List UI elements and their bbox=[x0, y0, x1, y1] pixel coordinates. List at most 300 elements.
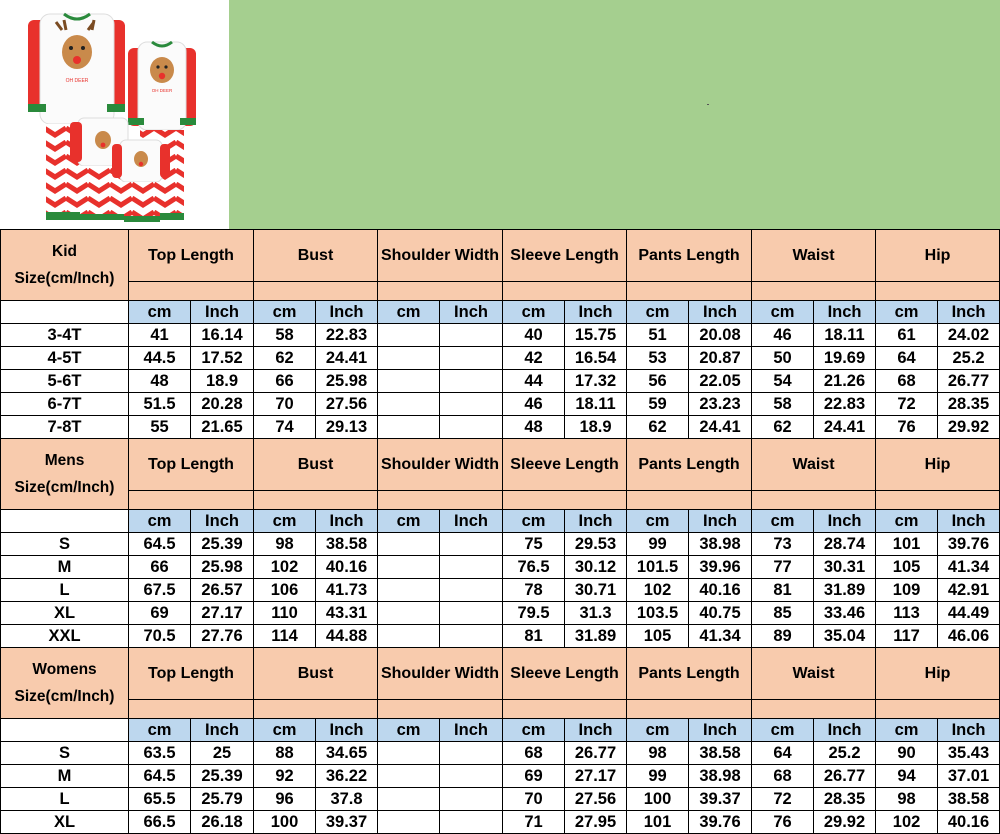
measurement-cell bbox=[440, 742, 503, 765]
size-label: XXL bbox=[1, 625, 129, 648]
column-header: Shoulder Width bbox=[378, 439, 503, 491]
column-header: Pants Length bbox=[627, 439, 752, 491]
measurement-cell: 77 bbox=[752, 556, 814, 579]
measurement-cell: 39.37 bbox=[689, 788, 752, 811]
measurement-cell: 98 bbox=[627, 742, 689, 765]
column-header: Top Length bbox=[129, 230, 254, 282]
table-row bbox=[1, 765, 1000, 788]
unit-cm: cm bbox=[129, 510, 191, 533]
measurement-cell: 68 bbox=[752, 765, 814, 788]
measurement-cell: 38.98 bbox=[689, 765, 752, 788]
column-header: Waist bbox=[752, 230, 876, 282]
table-row bbox=[1, 579, 1000, 602]
measurement-cell: 41.34 bbox=[689, 625, 752, 648]
unit-inch: Inch bbox=[814, 510, 876, 533]
unit-row-label bbox=[1, 719, 129, 742]
measurement-cell: 114 bbox=[254, 625, 316, 648]
measurement-cell: 68 bbox=[503, 742, 565, 765]
unit-cm: cm bbox=[752, 510, 814, 533]
measurement-cell: 25.39 bbox=[191, 765, 254, 788]
measurement-cell: 31.89 bbox=[565, 625, 627, 648]
measurement-cell: 26.77 bbox=[938, 370, 1000, 393]
unit-row-label bbox=[1, 301, 129, 324]
table-row bbox=[1, 533, 1000, 556]
table-row bbox=[1, 370, 1000, 393]
measurement-cell: 22.83 bbox=[316, 324, 378, 347]
measurement-cell: 25.98 bbox=[191, 556, 254, 579]
spacer-cell bbox=[627, 700, 752, 719]
measurement-cell: 85 bbox=[752, 602, 814, 625]
measurement-cell bbox=[440, 347, 503, 370]
measurement-cell: 48 bbox=[503, 416, 565, 439]
measurement-cell: 58 bbox=[752, 393, 814, 416]
measurement-cell: 44.49 bbox=[938, 602, 1000, 625]
column-header: Waist bbox=[752, 648, 876, 700]
table-row bbox=[1, 393, 1000, 416]
unit-cm: cm bbox=[627, 719, 689, 742]
unit-inch: Inch bbox=[814, 719, 876, 742]
spacer-cell bbox=[876, 491, 1000, 510]
table-row bbox=[1, 602, 1000, 625]
spacer-cell bbox=[129, 491, 254, 510]
measurement-cell: 101 bbox=[876, 533, 938, 556]
measurement-cell: 29.53 bbox=[565, 533, 627, 556]
measurement-cell: 69 bbox=[129, 602, 191, 625]
measurement-cell: 41 bbox=[129, 324, 191, 347]
measurement-cell: 39.37 bbox=[316, 811, 378, 834]
measurement-cell: 43.31 bbox=[316, 602, 378, 625]
measurement-cell bbox=[378, 416, 440, 439]
measurement-cell: 105 bbox=[876, 556, 938, 579]
measurement-cell bbox=[378, 602, 440, 625]
measurement-cell: 39.76 bbox=[689, 811, 752, 834]
measurement-cell: 110 bbox=[254, 602, 316, 625]
unit-row bbox=[1, 301, 1000, 324]
measurement-cell: 72 bbox=[752, 788, 814, 811]
measurement-cell: 29.13 bbox=[316, 416, 378, 439]
measurement-cell: 99 bbox=[627, 765, 689, 788]
measurement-cell: 65.5 bbox=[129, 788, 191, 811]
measurement-cell: 100 bbox=[254, 811, 316, 834]
unit-cm: cm bbox=[254, 301, 316, 324]
measurement-cell: 40.16 bbox=[938, 811, 1000, 834]
measurement-cell: 39.96 bbox=[689, 556, 752, 579]
unit-cm: cm bbox=[254, 510, 316, 533]
measurement-cell: 66 bbox=[254, 370, 316, 393]
size-label: 5-6T bbox=[1, 370, 129, 393]
measurement-cell: 33.46 bbox=[814, 602, 876, 625]
measurement-cell bbox=[440, 533, 503, 556]
measurement-cell: 25.98 bbox=[316, 370, 378, 393]
measurement-cell: 100 bbox=[627, 788, 689, 811]
unit-inch: Inch bbox=[440, 719, 503, 742]
measurement-cell bbox=[440, 765, 503, 788]
measurement-cell: 42 bbox=[503, 347, 565, 370]
table-row bbox=[1, 416, 1000, 439]
measurement-cell bbox=[378, 765, 440, 788]
measurement-cell: 22.83 bbox=[814, 393, 876, 416]
unit-inch: Inch bbox=[316, 719, 378, 742]
unit-cm: cm bbox=[254, 719, 316, 742]
spacer-cell bbox=[129, 282, 254, 301]
measurement-cell: 103.5 bbox=[627, 602, 689, 625]
column-header: Sleeve Length bbox=[503, 230, 627, 282]
spacer-cell bbox=[378, 282, 503, 301]
measurement-cell bbox=[440, 625, 503, 648]
measurement-cell: 88 bbox=[254, 742, 316, 765]
measurement-cell: 27.56 bbox=[316, 393, 378, 416]
unit-inch: Inch bbox=[689, 510, 752, 533]
measurement-cell: 94 bbox=[876, 765, 938, 788]
measurement-cell: 15.75 bbox=[565, 324, 627, 347]
size-label: S bbox=[1, 533, 129, 556]
measurement-cell: 16.54 bbox=[565, 347, 627, 370]
table-row bbox=[1, 347, 1000, 370]
unit-row-label bbox=[1, 510, 129, 533]
measurement-cell: 62 bbox=[752, 416, 814, 439]
unit-inch: Inch bbox=[191, 301, 254, 324]
column-header: Hip bbox=[876, 439, 1000, 491]
section-header-row bbox=[1, 230, 1000, 282]
measurement-cell: 24.41 bbox=[814, 416, 876, 439]
table-row bbox=[1, 324, 1000, 347]
measurement-cell: 21.26 bbox=[814, 370, 876, 393]
unit-inch: Inch bbox=[689, 719, 752, 742]
measurement-cell: 73 bbox=[752, 533, 814, 556]
measurement-cell: 44.5 bbox=[129, 347, 191, 370]
column-header: Sleeve Length bbox=[503, 439, 627, 491]
measurement-cell: 98 bbox=[876, 788, 938, 811]
spacer-cell bbox=[876, 282, 1000, 301]
measurement-cell: 64 bbox=[752, 742, 814, 765]
size-label: XL bbox=[1, 811, 129, 834]
unit-cm: cm bbox=[752, 719, 814, 742]
table-row bbox=[1, 556, 1000, 579]
measurement-cell: 28.35 bbox=[938, 393, 1000, 416]
table-row bbox=[1, 742, 1000, 765]
measurement-cell: 34.65 bbox=[316, 742, 378, 765]
measurement-cell: 30.71 bbox=[565, 579, 627, 602]
unit-cm: cm bbox=[378, 510, 440, 533]
measurement-cell: 18.11 bbox=[814, 324, 876, 347]
unit-inch: Inch bbox=[440, 301, 503, 324]
table-row bbox=[1, 625, 1000, 648]
measurement-cell: 76.5 bbox=[503, 556, 565, 579]
table-row bbox=[1, 788, 1000, 811]
column-header: Waist bbox=[752, 439, 876, 491]
measurement-cell: 26.18 bbox=[191, 811, 254, 834]
measurement-cell: 29.92 bbox=[814, 811, 876, 834]
spacer-cell bbox=[254, 491, 378, 510]
unit-inch: Inch bbox=[316, 510, 378, 533]
measurement-cell: 35.04 bbox=[814, 625, 876, 648]
column-header: Bust bbox=[254, 230, 378, 282]
spacer-cell bbox=[503, 282, 627, 301]
measurement-cell bbox=[378, 393, 440, 416]
measurement-cell: 46 bbox=[503, 393, 565, 416]
size-label: XL bbox=[1, 602, 129, 625]
measurement-cell: 58 bbox=[254, 324, 316, 347]
unit-cm: cm bbox=[876, 510, 938, 533]
spacer-cell bbox=[503, 491, 627, 510]
spacer-row bbox=[1, 491, 1000, 510]
unit-cm: cm bbox=[627, 510, 689, 533]
column-header: Pants Length bbox=[627, 230, 752, 282]
measurement-cell: 59 bbox=[627, 393, 689, 416]
measurement-cell: 61 bbox=[876, 324, 938, 347]
spacer-cell bbox=[752, 491, 876, 510]
measurement-cell: 27.95 bbox=[565, 811, 627, 834]
spacer-cell bbox=[627, 491, 752, 510]
measurement-cell: 48 bbox=[129, 370, 191, 393]
measurement-cell: 37.8 bbox=[316, 788, 378, 811]
measurement-cell: 98 bbox=[254, 533, 316, 556]
measurement-cell bbox=[440, 811, 503, 834]
measurement-cell: 35.43 bbox=[938, 742, 1000, 765]
measurement-cell: 25.2 bbox=[814, 742, 876, 765]
unit-inch: Inch bbox=[316, 301, 378, 324]
measurement-cell: 17.32 bbox=[565, 370, 627, 393]
measurement-cell: 20.28 bbox=[191, 393, 254, 416]
measurement-cell: 21.65 bbox=[191, 416, 254, 439]
spacer-cell bbox=[378, 700, 503, 719]
measurement-cell: 40.16 bbox=[689, 579, 752, 602]
size-label: 7-8T bbox=[1, 416, 129, 439]
spacer-cell bbox=[129, 700, 254, 719]
measurement-cell: 40.16 bbox=[316, 556, 378, 579]
column-header: Bust bbox=[254, 439, 378, 491]
measurement-cell bbox=[440, 416, 503, 439]
size-label: L bbox=[1, 579, 129, 602]
measurement-cell: 27.17 bbox=[565, 765, 627, 788]
unit-inch: Inch bbox=[938, 301, 1000, 324]
column-header: Hip bbox=[876, 648, 1000, 700]
column-header: Pants Length bbox=[627, 648, 752, 700]
measurement-cell: 27.56 bbox=[565, 788, 627, 811]
measurement-cell: 55 bbox=[129, 416, 191, 439]
product-photo bbox=[0, 0, 229, 229]
measurement-cell: 18.11 bbox=[565, 393, 627, 416]
measurement-cell: 29.92 bbox=[938, 416, 1000, 439]
measurement-cell: 46.06 bbox=[938, 625, 1000, 648]
measurement-cell: 109 bbox=[876, 579, 938, 602]
measurement-cell: 102 bbox=[254, 556, 316, 579]
measurement-cell: 81 bbox=[752, 579, 814, 602]
measurement-cell: 24.02 bbox=[938, 324, 1000, 347]
unit-inch: Inch bbox=[565, 510, 627, 533]
spacer-cell bbox=[378, 491, 503, 510]
measurement-cell: 92 bbox=[254, 765, 316, 788]
measurement-cell: 63.5 bbox=[129, 742, 191, 765]
size-label: 4-5T bbox=[1, 347, 129, 370]
measurement-cell: 102 bbox=[627, 579, 689, 602]
unit-inch: Inch bbox=[938, 510, 1000, 533]
column-header: Hip bbox=[876, 230, 1000, 282]
measurement-cell: 51 bbox=[627, 324, 689, 347]
size-label: M bbox=[1, 765, 129, 788]
measurement-cell: 24.41 bbox=[689, 416, 752, 439]
unit-cm: cm bbox=[503, 719, 565, 742]
unit-inch: Inch bbox=[440, 510, 503, 533]
measurement-cell: 62 bbox=[254, 347, 316, 370]
measurement-cell bbox=[378, 811, 440, 834]
measurement-cell: 117 bbox=[876, 625, 938, 648]
measurement-cell: 44.88 bbox=[316, 625, 378, 648]
measurement-cell: 27.17 bbox=[191, 602, 254, 625]
section-header-row bbox=[1, 648, 1000, 700]
measurement-cell: 66.5 bbox=[129, 811, 191, 834]
unit-cm: cm bbox=[129, 719, 191, 742]
spacer-cell bbox=[254, 700, 378, 719]
measurement-cell: 19.69 bbox=[814, 347, 876, 370]
measurement-cell: 38.58 bbox=[316, 533, 378, 556]
measurement-cell: 39.76 bbox=[938, 533, 1000, 556]
measurement-cell bbox=[378, 370, 440, 393]
measurement-cell: 20.87 bbox=[689, 347, 752, 370]
spacer-cell bbox=[254, 282, 378, 301]
measurement-cell: 101 bbox=[627, 811, 689, 834]
measurement-cell: 25 bbox=[191, 742, 254, 765]
measurement-cell: 26.77 bbox=[814, 765, 876, 788]
measurement-cell: 24.41 bbox=[316, 347, 378, 370]
measurement-cell bbox=[440, 788, 503, 811]
measurement-cell: 99 bbox=[627, 533, 689, 556]
column-header: Sleeve Length bbox=[503, 648, 627, 700]
unit-inch: Inch bbox=[191, 510, 254, 533]
measurement-cell: 68 bbox=[876, 370, 938, 393]
measurement-cell: 22.05 bbox=[689, 370, 752, 393]
measurement-cell: 76 bbox=[752, 811, 814, 834]
measurement-cell: 25.2 bbox=[938, 347, 1000, 370]
shirt-text-small: OH DEER bbox=[151, 88, 173, 93]
measurement-cell: 18.9 bbox=[565, 416, 627, 439]
measurement-cell: 42.91 bbox=[938, 579, 1000, 602]
measurement-cell: 20.08 bbox=[689, 324, 752, 347]
measurement-cell: 75 bbox=[503, 533, 565, 556]
column-header: Shoulder Width bbox=[378, 648, 503, 700]
spacer-cell bbox=[503, 700, 627, 719]
spacer-cell bbox=[876, 700, 1000, 719]
column-header: Top Length bbox=[129, 439, 254, 491]
unit-cm: cm bbox=[876, 719, 938, 742]
column-header: Shoulder Width bbox=[378, 230, 503, 282]
unit-cm: cm bbox=[378, 301, 440, 324]
measurement-cell: 70 bbox=[503, 788, 565, 811]
measurement-cell: 41.34 bbox=[938, 556, 1000, 579]
section-header-row bbox=[1, 439, 1000, 491]
measurement-cell bbox=[440, 602, 503, 625]
unit-inch: Inch bbox=[565, 719, 627, 742]
section-title: Mens Size(cm/Inch) bbox=[1, 439, 129, 510]
measurement-cell bbox=[378, 579, 440, 602]
measurement-cell: 25.79 bbox=[191, 788, 254, 811]
measurement-cell: 16.14 bbox=[191, 324, 254, 347]
measurement-cell: 40 bbox=[503, 324, 565, 347]
unit-cm: cm bbox=[876, 301, 938, 324]
measurement-cell: 18.9 bbox=[191, 370, 254, 393]
unit-cm: cm bbox=[129, 301, 191, 324]
unit-cm: cm bbox=[627, 301, 689, 324]
family-pajamas-illustration bbox=[0, 0, 229, 229]
measurement-cell: 81 bbox=[503, 625, 565, 648]
measurement-cell: 56 bbox=[627, 370, 689, 393]
measurement-cell: 90 bbox=[876, 742, 938, 765]
measurement-cell: 27.76 bbox=[191, 625, 254, 648]
column-header: Top Length bbox=[129, 648, 254, 700]
unit-inch: Inch bbox=[191, 719, 254, 742]
unit-cm: cm bbox=[503, 301, 565, 324]
measurement-cell: 37.01 bbox=[938, 765, 1000, 788]
table-row bbox=[1, 811, 1000, 834]
measurement-cell bbox=[378, 742, 440, 765]
measurement-cell: 71 bbox=[503, 811, 565, 834]
measurement-cell: 69 bbox=[503, 765, 565, 788]
measurement-cell: 51.5 bbox=[129, 393, 191, 416]
column-header: Bust bbox=[254, 648, 378, 700]
measurement-cell bbox=[440, 579, 503, 602]
size-label: 6-7T bbox=[1, 393, 129, 416]
measurement-cell: 30.31 bbox=[814, 556, 876, 579]
measurement-cell: 23.23 bbox=[689, 393, 752, 416]
measurement-cell: 26.57 bbox=[191, 579, 254, 602]
measurement-cell bbox=[378, 347, 440, 370]
unit-cm: cm bbox=[503, 510, 565, 533]
unit-cm: cm bbox=[378, 719, 440, 742]
spacer-cell bbox=[627, 282, 752, 301]
measurement-cell: 105 bbox=[627, 625, 689, 648]
size-label: 3-4T bbox=[1, 324, 129, 347]
measurement-cell: 28.35 bbox=[814, 788, 876, 811]
measurement-cell: 41.73 bbox=[316, 579, 378, 602]
unit-row bbox=[1, 719, 1000, 742]
section-title: Kid Size(cm/Inch) bbox=[1, 230, 129, 301]
spacer-cell bbox=[752, 700, 876, 719]
measurement-cell bbox=[378, 324, 440, 347]
measurement-cell bbox=[440, 324, 503, 347]
spacer-row bbox=[1, 700, 1000, 719]
measurement-cell: 106 bbox=[254, 579, 316, 602]
measurement-cell: 64.5 bbox=[129, 533, 191, 556]
unit-inch: Inch bbox=[565, 301, 627, 324]
measurement-cell: 25.39 bbox=[191, 533, 254, 556]
measurement-cell: 38.58 bbox=[938, 788, 1000, 811]
green-panel bbox=[229, 0, 1000, 229]
measurement-cell: 113 bbox=[876, 602, 938, 625]
unit-inch: Inch bbox=[938, 719, 1000, 742]
measurement-cell: 66 bbox=[129, 556, 191, 579]
unit-row bbox=[1, 510, 1000, 533]
size-label: L bbox=[1, 788, 129, 811]
measurement-cell: 102 bbox=[876, 811, 938, 834]
measurement-cell: 64 bbox=[876, 347, 938, 370]
measurement-cell: 38.98 bbox=[689, 533, 752, 556]
shirt-text-large: OH DEER bbox=[65, 78, 89, 84]
measurement-cell: 70 bbox=[254, 393, 316, 416]
measurement-cell: 40.75 bbox=[689, 602, 752, 625]
unit-inch: Inch bbox=[814, 301, 876, 324]
size-chart-table bbox=[0, 229, 1000, 834]
measurement-cell: 46 bbox=[752, 324, 814, 347]
measurement-cell: 31.89 bbox=[814, 579, 876, 602]
measurement-cell bbox=[378, 788, 440, 811]
unit-cm: cm bbox=[752, 301, 814, 324]
measurement-cell: 36.22 bbox=[316, 765, 378, 788]
measurement-cell: 89 bbox=[752, 625, 814, 648]
measurement-cell: 53 bbox=[627, 347, 689, 370]
measurement-cell: 38.58 bbox=[689, 742, 752, 765]
measurement-cell bbox=[440, 556, 503, 579]
measurement-cell bbox=[440, 370, 503, 393]
